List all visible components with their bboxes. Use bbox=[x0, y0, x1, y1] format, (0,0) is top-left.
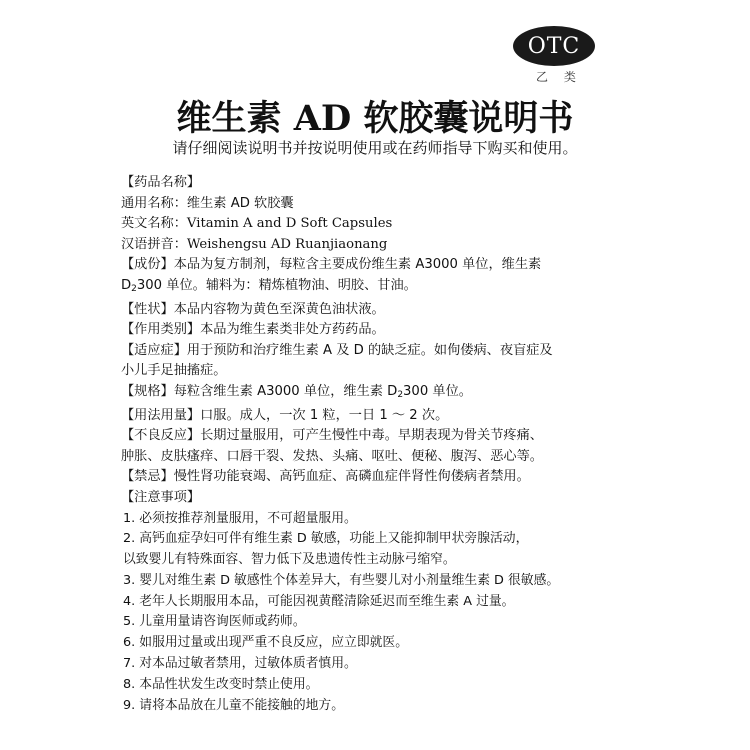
note-item: 2. 高钙血症孕妇可伴有维生素 D 敏感，功能上又能抑制甲状旁腺活动， bbox=[123, 531, 529, 547]
ingredients-rest: 300 单位。辅料为：精炼植物油、明胶、甘油。 bbox=[136, 277, 417, 293]
properties: 【性状】本品内容物为黄色至深黄色油状液。 bbox=[121, 301, 385, 317]
ingredients-d: D bbox=[121, 277, 132, 293]
adverse-line-2: 肿胀、皮肤瘙痒、口唇干裂、发热、头痛、呕吐、便秘、腹泻、恶心等。 bbox=[121, 448, 543, 464]
drug-name-header: 【药品名称】 bbox=[121, 175, 201, 190]
ingredients-d-subscript: 2 bbox=[131, 283, 137, 294]
category: 【作用类别】本品为维生素类非处方药药品。 bbox=[121, 322, 385, 338]
note-item: 5. 儿童用量请咨询医师或药师。 bbox=[123, 614, 306, 630]
note-item: 6. 如服用过量或出现严重不良反应，应立即就医。 bbox=[123, 635, 409, 651]
page-subtitle: 请仔细阅读说明书并按说明使用或在药师指导下购买和使用。 bbox=[172, 139, 578, 157]
adverse-line-1: 【不良反应】长期过量服用，可产生慢性中毒。早期表现为骨关节疼痛、 bbox=[121, 428, 543, 444]
indications-line-1: 【适应症】用于预防和治疗维生素 A 及 D 的缺乏症。如佝偻病、夜盲症及 bbox=[121, 342, 553, 358]
note-item: 8. 本品性状发生改变时禁止使用。 bbox=[123, 676, 319, 692]
contraindications: 【禁忌】慢性肾功能衰竭、高钙血症、高磷血症伴肾性佝偻病者禁用。 bbox=[121, 469, 530, 485]
spec-rest: 300 单位。 bbox=[403, 383, 472, 399]
specification bbox=[121, 382, 616, 406]
dosage: 【用法用量】口服。成人，一次 1 粒，一日 1 ～ 2 次。 bbox=[121, 407, 449, 423]
ingredients-line-1: 【成份】本品为复方制剂，每粒含主要成份维生素 A3000 单位，维生素 bbox=[121, 257, 542, 273]
notes-list bbox=[121, 509, 616, 717]
note-item: 以致婴儿有特殊面容、智力低下及患遗传性主动脉弓缩窄。 bbox=[123, 552, 456, 568]
spec-text: 【规格】每粒含维生素 A3000 单位，维生素 D bbox=[121, 383, 398, 399]
otc-badge bbox=[513, 26, 595, 66]
leaflet-body bbox=[121, 173, 616, 716]
ingredients-line-2 bbox=[121, 276, 616, 300]
page-title: 维生素 AD 软胶囊说明书 bbox=[176, 98, 574, 139]
note-item: 3. 婴儿对维生素 D 敏感性个体差异大，有些婴儿对小剂量维生素 D 很敏感。 bbox=[123, 572, 560, 588]
note-item: 1. 必须按推荐剂量服用，不可超量服用。 bbox=[123, 510, 357, 526]
english-name: 英文名称：Vitamin A and D Soft Capsules bbox=[121, 216, 393, 232]
note-item: 7. 对本品过敏者禁用，过敏体质者慎用。 bbox=[123, 656, 357, 672]
notes-header: 【注意事项】 bbox=[121, 489, 201, 505]
note-item: 4. 老年人长期服用本品，可能因视黄醛清除延迟而至维生素 A 过量。 bbox=[123, 593, 515, 609]
spec-subscript: 2 bbox=[397, 389, 404, 400]
otc-badge-text: OTC bbox=[527, 33, 581, 59]
generic-name: 通用名称：维生素 AD 软胶囊 bbox=[121, 195, 294, 211]
otc-class-label: 乙 类 bbox=[536, 70, 582, 84]
note-item: 9. 请将本品放在儿童不能接触的地方。 bbox=[123, 697, 345, 713]
indications-line-2: 小儿手足抽搐症。 bbox=[121, 363, 227, 379]
pinyin-name: 汉语拼音：Weishengsu AD Ruanjiaonang bbox=[121, 236, 388, 252]
